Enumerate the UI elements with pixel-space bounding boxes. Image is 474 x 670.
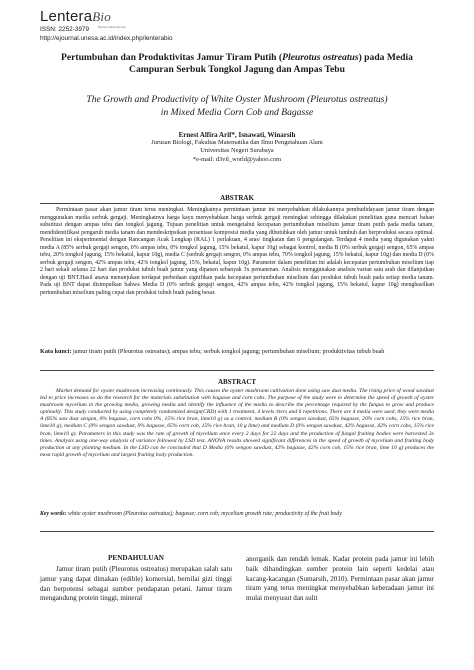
key-words-text: white oyster mushroom (Pleurotus ostreatus); bagasse; corn cob; mycelium growth rate; productivity of the fruit body <box>66 511 342 517</box>
abstrak-heading: ABSTRAK <box>220 194 254 202</box>
author-email[interactable]: *e-mail: d3vil_world@yahoo.com <box>192 155 282 163</box>
logo-subtitle: Berkala Ilmiah Biologi <box>98 25 126 29</box>
key-words <box>40 511 434 518</box>
author-block <box>44 131 430 164</box>
abstract-bottom-rule <box>40 531 434 532</box>
journal-url[interactable]: http://ejournal.unesa.ac.id/index.php/lenterabio <box>40 35 173 42</box>
logo-italic-text: Bio <box>92 9 111 24</box>
title-part-1: Pertumbuhan dan Produktivitas Jamur Tiram Putih ( <box>61 52 283 63</box>
kata-kunci <box>40 348 434 356</box>
journal-logo <box>40 8 440 25</box>
abstrak-text: Permintaan pasar akan jamur tiram terus meningkat. Meningkatnya permintaan jamur ini menyebabkan dilakukannya pembudidayaan jamur tiram dengan menggunakan media serbuk gergaji. Meningkatnya harga kayu menyebabkan harga serbuk gergaji meningkat sehingga dilakukan penelitian guna mencari bahan substitusi dengan ampas tebu dan tongkol jagung. Tujuan penelitian untuk mengetahui kecepatan pertumbuhan miselium jamur tiram putih pada media tanam, mendidentifikasi pengaruh media tanam dan mendeskripsikan persentase komposisi media yang dibutuhkan oleh jamur untuk tumbuh dan berproduksi secara optimal. Penelitian ini eksperimental dengan Rancangan Acak Lengkap (RAL) 1 perlakuan, 4 aras/ tingkatan dan 6 pengulangan. Terdapat 4 media yang digunakan yakni media A (85% serbuk gergaji sengon, 0% ampas tebu, 0% tongkol jagung, 15% bekatul, kapur 10g) sebagai kontrol, media B (0% serbuk gergaji sengon, 65% ampas tebu, 20% tongkol jagung, 15% bekatul, kapur 10g), media C (serbuk gergaji sengon, 0% ampas tebu, 70% tongkol jagung, 15% bekatul, kapur 10g) dan media D (0% serbuk gergaji sengon, 42% ampas tebu, 42% tongkol jagung, 15%, bekatul, kapur 10g). Parameter dalam penelitian ini adalah kecepatan pertumbuhan miselium tiap 2 hari sekali selama 22 hari dan produksi tubuh buah jamur yang dipanen sebanyak 3x pemanenan. Analisis menggunakan analisis varian satu arah dan dilanjutkan dengan uji BNT.Hasil anava menunjukan terdapat perbedaan signifikan pada kecepatan pertumbuhan miselium dan produksi tubuh buah pada setiap media tanam. Pada uji BNT dapat disimpulkan bahwa Media D (0% serbuk gergaji sengon, 42% ampas tebu, 42% tongkol jagung, 15% bekatul, kapur 10g) menghasilkan pertumbuhan miselium paling cepat dan produksi tubuh buah paling besar. <box>40 207 434 296</box>
author-affiliation: Jurusan Biologi, Fakultas Matematika dan Ilmu Pengetahuan Alam <box>151 139 323 147</box>
intro-right-column <box>246 555 434 604</box>
key-words-label: Key words: <box>40 511 67 517</box>
author-names: Ernest Alfira Arif*, Isnawati, Winarsih <box>178 131 296 139</box>
intro-left-text: Jamur tiram putih (Pleurotus ostreatus) merupakan salah satu jamur yang dapat dimakan (edible) komersial, bernilai gizi tinggi dan berpotensi sebagai sumber pendapatan petani. Jamur tiram mengandung protein tinggi, mineral <box>40 565 232 603</box>
abstrak-top-rule <box>40 203 434 204</box>
title-en-line-1: The Growth and Productivity of White Oyster Mushroom (Pleurotus ostreatus) <box>86 94 388 105</box>
abstrak-bottom-rule <box>40 370 434 371</box>
kata-kunci-label: Kata kunci: <box>40 348 72 355</box>
title-en-line-2: in Mixed Media Corn Cob and Bagasse <box>160 106 314 118</box>
journal-header <box>40 8 440 43</box>
paper-title-english <box>44 94 430 119</box>
abstract-text: Market demand for oyster mushroom increasing continously. This causes the oyster mushroom cultivation done using saw dust media. The rising price of wood sawdust led to price increases so do the research for the materials substitution with bagasse and corn cobs. The purpose of the study were to determine the speed of growth of oyster mushroom mycelium in the growing media, growing media and identify the influence of the media to describe the percentage required by the fungus to grow and produce optimally. This study conducted by using completely randomized design(CRD) with 1 treatment, 4 levels /tiers and 6 repetitions. There are 4 media were used, they were media A (85% saw dust sengon, 0% bagasse, corn cobs 0%, 15% rice bran, lime10 g) as a control, medium B (0% sengon sawdust, 65% bagasse, 20% corn cobs, 15% rice bran, lime10 g), medium C (0% sengon sawdust, 0% bagasse, 65% corn cob, 15% rice bran, 10 g lime) and medium D (0% sengon sawdust, 42% bagasse, 42% corn cobs, 15% rice bran, lime10 g). Parameters in this study was the rate of growth of mycelium once every 2 days for 22 days and the production of fungal fruiting bodies were harvested 3x times. Analysis using one-way analysis of variance followed by LSD test. ANOVA results showed significant differences in the speed of growth of mycelium and fruiting body production at any planting medium. In the LSD can be concluded that D Media (0% sengon sawdust, 42% bagasse, 42% corn cob, 15% rice bran, lime 10 g) produces the most rapid growth of mycelium and largest fruiting body production. <box>40 388 434 458</box>
title-part-2: ) pada Media Campuran Serbuk Tongkol Jagung dan Ampas Tebu <box>129 52 413 75</box>
author-university: Universitas Negeri Surabaya <box>200 147 274 155</box>
issn-line: ISSN: 2252-3979 <box>40 26 90 33</box>
intro-left-column <box>40 554 232 604</box>
kata-kunci-text: jamur tiram putih (Pleurotus ostreatus); ampas tebu; serbuk tongkol jagung; pertumbuhan miselium; produktivitas tubuh buah <box>71 348 385 355</box>
intro-right-text: anorganik dan rendah lemak. Kadar protein pada jamur ini lebih baik dibandingkan sumber protein lain seperti kedelai atau kacang-kacangan (Sumarsih, 2010). Permintaan pasar akan jamur tiram yang terus meningkat menyebabkan keberadaan jamur ini mulai menyusut dan sulit <box>246 555 434 603</box>
abstract-heading: ABSTRACT <box>217 378 257 386</box>
intro-heading: PENDAHULUAN <box>108 554 164 562</box>
paper-title-indonesian <box>44 52 430 76</box>
logo-main-text: Lentera <box>40 8 93 25</box>
title-species-name: Pleurotus ostreatus <box>282 52 359 63</box>
